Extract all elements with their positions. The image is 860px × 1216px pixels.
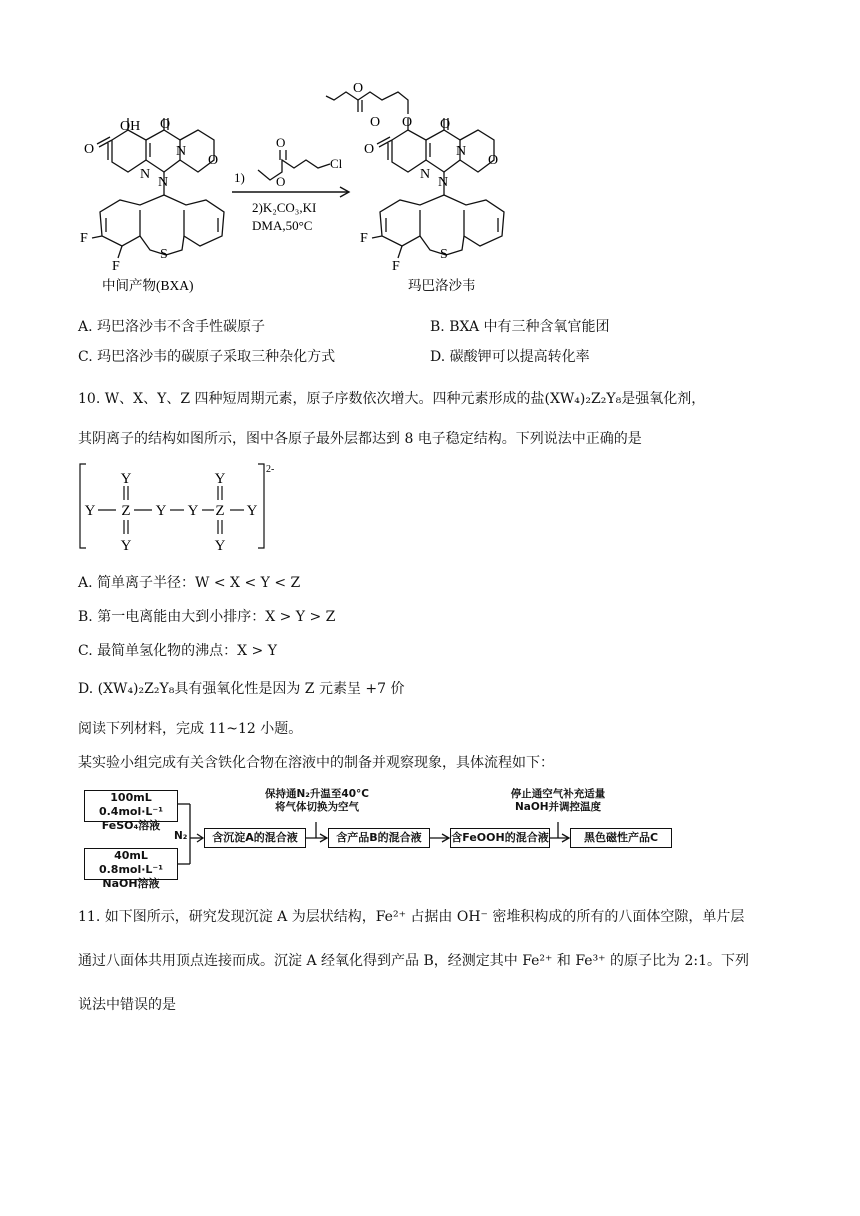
svg-text:Y: Y [246, 503, 258, 519]
n-label: N [176, 144, 187, 159]
n-label: N [158, 175, 169, 190]
f-label: F [360, 231, 368, 246]
flow-input-feso4: 100mL 0.4mol·L⁻¹ FeSO₄溶液 [84, 790, 178, 822]
flow-gas-label: N₂ [174, 830, 188, 842]
flow-step-3: 含FeOOH的混合液 [450, 828, 550, 848]
o-label: O [353, 81, 364, 96]
q9-option-b: B. BXA 中有三种含氧官能团 [430, 319, 610, 335]
n-label: N [420, 167, 431, 182]
svg-text:Y: Y [214, 471, 226, 487]
svg-text:Y: Y [187, 503, 199, 519]
flow-note-1: 保持通N₂升温至40°C 将气体切换为空气 [265, 788, 369, 813]
bxa-caption: 中间产物(BXA) [102, 278, 194, 293]
svg-text:Y: Y [120, 538, 132, 554]
o-label: O [84, 142, 95, 157]
svg-text:Z: Z [215, 503, 225, 519]
reading-intro: 阅读下列材料，完成 11~12 小题。 [78, 721, 303, 737]
n-label: N [438, 175, 449, 190]
s-label: S [160, 247, 168, 262]
svg-text:Y: Y [84, 503, 96, 519]
q9-option-d: D. 碳酸钾可以提高转化率 [430, 349, 590, 365]
q9-option-a: A. 玛巴洛沙韦不含手性碳原子 [78, 319, 266, 335]
o-label: O [208, 153, 219, 168]
o-label: O [160, 117, 171, 132]
q9-option-c: C. 玛巴洛沙韦的碳原子采取三种杂化方式 [78, 349, 336, 365]
flow-step-2: 含产品B的混合液 [328, 828, 430, 848]
flow-input-naoh: 40mL 0.8mol·L⁻¹ NaOH溶液 [84, 848, 178, 880]
svg-text:Y: Y [120, 471, 132, 487]
n-label: N [140, 167, 151, 182]
svg-text:2-: 2- [266, 464, 275, 475]
svg-text:Y: Y [214, 538, 226, 554]
o-label: O [488, 153, 499, 168]
q10-option-c: C. 最简单氢化物的沸点：X > Y [78, 643, 277, 659]
o-label: O [276, 174, 286, 189]
f-label: F [112, 259, 120, 274]
flow-chart [84, 786, 684, 890]
o-label: O [364, 142, 375, 157]
o-label: O [402, 115, 413, 130]
q10-option-b: B. 第一电离能由大到小排序：X > Y > Z [78, 609, 336, 625]
f-label: F [392, 259, 400, 274]
flow-note-2: 停止通空气补充适量 NaOH并调控温度 [510, 788, 606, 813]
n-label: N [456, 144, 467, 159]
reagent-step1: 1) [234, 170, 245, 185]
reagent-cond: DMA,50°C [252, 218, 313, 233]
flow-step-1: 含沉淀A的混合液 [204, 828, 306, 848]
oh-label: OH [120, 119, 141, 134]
svg-text:Z: Z [121, 503, 131, 519]
o-label: O [370, 115, 381, 130]
cl-label: Cl [330, 156, 343, 171]
q11-stem-line3: 说法中错误的是 [78, 997, 176, 1013]
q11-stem-line1: 11. 如下图所示，研究发现沉淀 A 为层状结构，Fe²⁺ 占据由 OH⁻ 密堆积构成的所有的八面体空隙，单片层 [78, 909, 745, 925]
q11-stem-line2: 通过八面体共用顶点连接而成。沉淀 A 经氧化得到产品 B，经测定其中 Fe²⁺ 和 Fe³⁺ 的原子比为 2:1。下列 [78, 953, 749, 969]
svg-text:Y: Y [155, 503, 167, 519]
flow-step-4: 黑色磁性产品C [570, 828, 672, 848]
o-label: O [276, 135, 286, 150]
reagent-step2: 2)K₂CO₃,KI [252, 200, 317, 215]
q10-option-d: D. (XW₄)₂Z₂Y₈具有强氧化性是因为 Z 元素呈 +7 价 [78, 681, 405, 697]
f-label: F [80, 231, 88, 246]
q10-stem-line2: 其阴离子的结构如图所示，图中各原子最外层都达到 8 电子稳定结构。下列说法中正确的是 [78, 431, 642, 447]
s-label: S [440, 247, 448, 262]
o-label: O [440, 117, 451, 132]
reading-desc: 某实验小组完成有关含铁化合物在溶液中的制备并观察现象，具体流程如下： [78, 755, 554, 771]
reaction-scheme [0, 0, 860, 300]
product-caption: 玛巴洛沙韦 [408, 278, 476, 293]
q10-stem-line1: 10. W、X、Y、Z 四种短周期元素，原子序数依次增大。四种元素形成的盐(XW₄)₂Z₂Y₈是强氧化剂， [78, 391, 706, 407]
anion-structure [76, 462, 276, 554]
q10-option-a: A. 简单离子半径：W < X < Y < Z [78, 575, 301, 591]
